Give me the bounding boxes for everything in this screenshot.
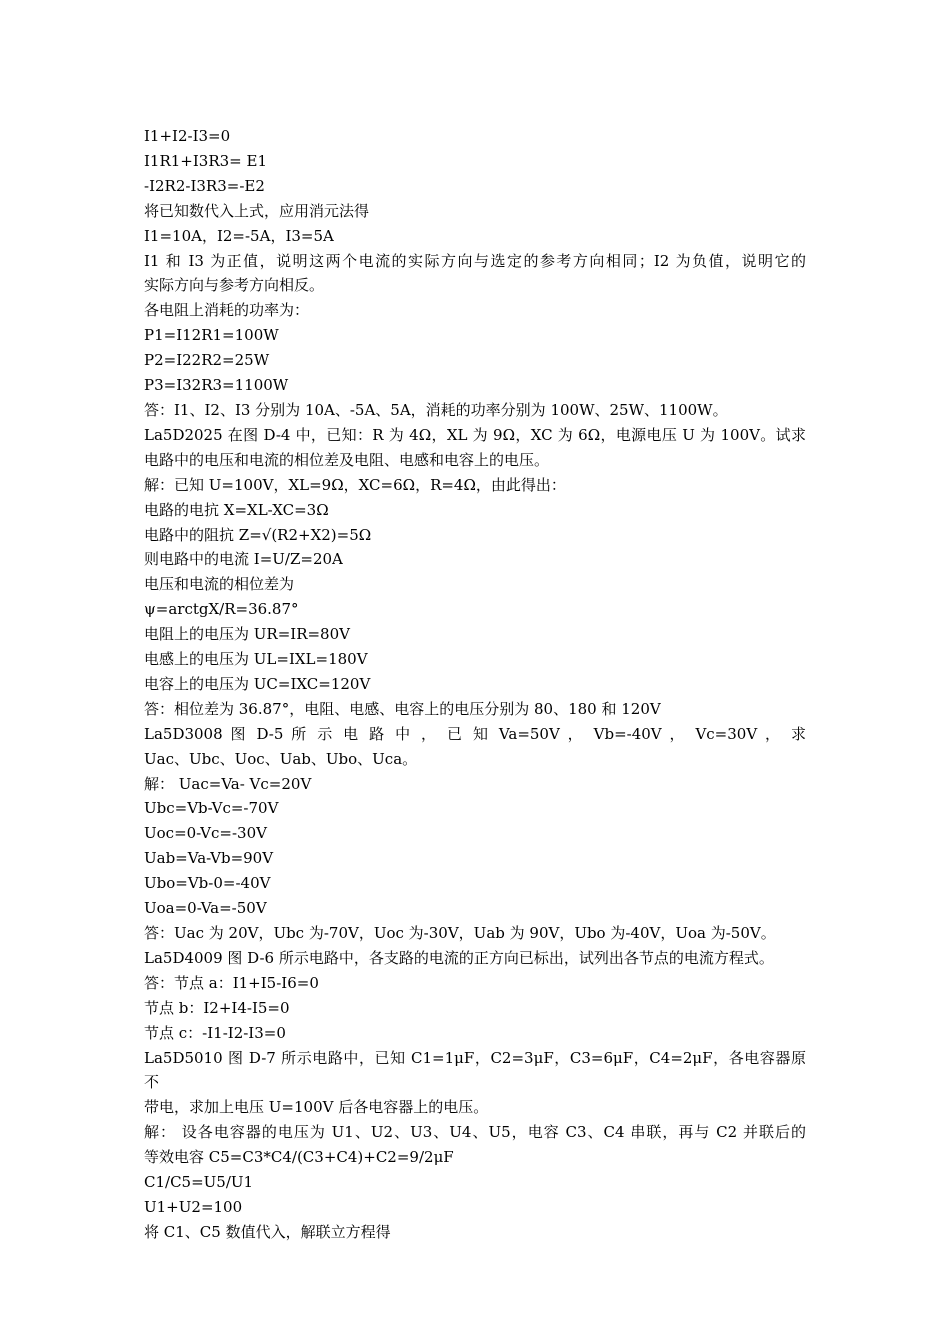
- text-line: 则电路中的电流 I=U/Z=20A: [144, 550, 343, 569]
- text-line: La5D3008 图 D-5 所 示 电 路 中 ， 已 知 Va=50V ， Vb=-40V ， Vc=30V ， 求: [144, 724, 806, 743]
- text-line: 解： 设各电容器的电压为 U1、U2、U3、U4、U5，电容 C3、C4 串联，再与 C2 并联后的: [144, 1123, 806, 1142]
- text-line: U1+U2=100: [144, 1197, 243, 1216]
- text-line: 电路中的阻抗 Z=√(R2+X2)=5Ω: [144, 525, 372, 544]
- text-line: 答：I1、I2、I3 分别为 10A、-5A、5A，消耗的功率分别为 100W、25W、1100W。: [144, 400, 728, 419]
- text-line: 节点 c：-I1-I2-I3=0: [144, 1023, 286, 1042]
- text-line: Uac、Ubc、Uoc、Uab、Ubo、Uca。: [144, 749, 418, 768]
- text-line: 将已知数代入上式，应用消元法得: [144, 201, 370, 220]
- text-line: 答：节点 a：I1+I5-I6=0: [144, 973, 319, 992]
- text-line: C1/C5=U5/U1: [144, 1173, 254, 1192]
- text-line: P1=I12R1=100W: [144, 326, 279, 345]
- text-line: Uab=Va-Vb=90V: [144, 849, 274, 868]
- text-line: 带电，求加上电压 U=100V 后各电容器上的电压。: [144, 1098, 489, 1117]
- text-line: 电路中的电压和电流的相位差及电阻、电感和电容上的电压。: [144, 450, 550, 469]
- text-line: I1+I2-I3=0: [144, 127, 231, 145]
- text-line: I1=10A，I2=-5A，I3=5A: [144, 226, 334, 245]
- text-line: Uoa=0-Va=-50V: [144, 899, 267, 918]
- text-line: I1R1+I3R3= E1: [144, 151, 268, 170]
- text-line: 节点 b：I2+I4-I5=0: [144, 998, 290, 1017]
- text-line: -I2R2-I3R3=-E2: [144, 176, 265, 195]
- text-line: 电容上的电压为 UC=IXC=120V: [144, 674, 371, 693]
- text-line: 等效电容 C5=C3*C4/(C3+C4)+C2=9/2μF: [144, 1148, 454, 1167]
- text-line: P3=I32R3=1100W: [144, 376, 289, 395]
- text-line: 答：相位差为 36.87°，电阻、电感、电容上的电压分别为 80、180 和 120V: [144, 699, 661, 718]
- text-line: La5D5010 图 D-7 所示电路中，已知 C1=1μF，C2=3μF，C3=6μF，C4=2μF，各电容器原不: [144, 1048, 806, 1092]
- text-line: La5D2025 在图 D-4 中，已知：R 为 4Ω，XL 为 9Ω，XC 为 6Ω，电源电压 U 为 100V。试求: [144, 425, 806, 444]
- text-line: Ubc=Vb-Vc=-70V: [144, 799, 279, 818]
- text-line: 解：已知 U=100V，XL=9Ω，XC=6Ω，R=4Ω，由此得出：: [144, 475, 566, 494]
- text-line: Uoc=0-Vc=-30V: [144, 824, 267, 843]
- text-line: 电路的电抗 X=XL-XC=3Ω: [144, 500, 329, 519]
- text-line: 电压和电流的相位差为: [144, 575, 295, 594]
- text-line: Ubo=Vb-0=-40V: [144, 874, 271, 893]
- text-line: 将 C1、C5 数值代入，解联立方程得: [144, 1222, 391, 1241]
- text-line: La5D4009 图 D-6 所示电路中，各支路的电流的正方向已标出，试列出各节点的电流方程式。: [144, 948, 774, 967]
- text-line: 答：Uac 为 20V，Ubc 为-70V，Uoc 为-30V，Uab 为 90V，Ubo 为-40V，Uoa 为-50V。: [144, 924, 776, 942]
- text-line: 实际方向与参考方向相反。: [144, 276, 325, 295]
- text-line: 电感上的电压为 UL=IXL=180V: [144, 650, 368, 669]
- text-line: 各电阻上消耗的功率为：: [144, 301, 310, 320]
- text-line: 解： Uac=Va- Vc=20V: [144, 774, 312, 793]
- text-line: P2=I22R2=25W: [144, 351, 270, 370]
- text-line: ψ=arctgX/R=36.87°: [144, 600, 299, 619]
- text-line: I1 和 I3 为正值，说明这两个电流的实际方向与选定的参考方向相同；I2 为负值，说明它的: [144, 251, 806, 270]
- document-body: [144, 124, 806, 1245]
- text-line: 电阻上的电压为 UR=IR=80V: [144, 625, 350, 644]
